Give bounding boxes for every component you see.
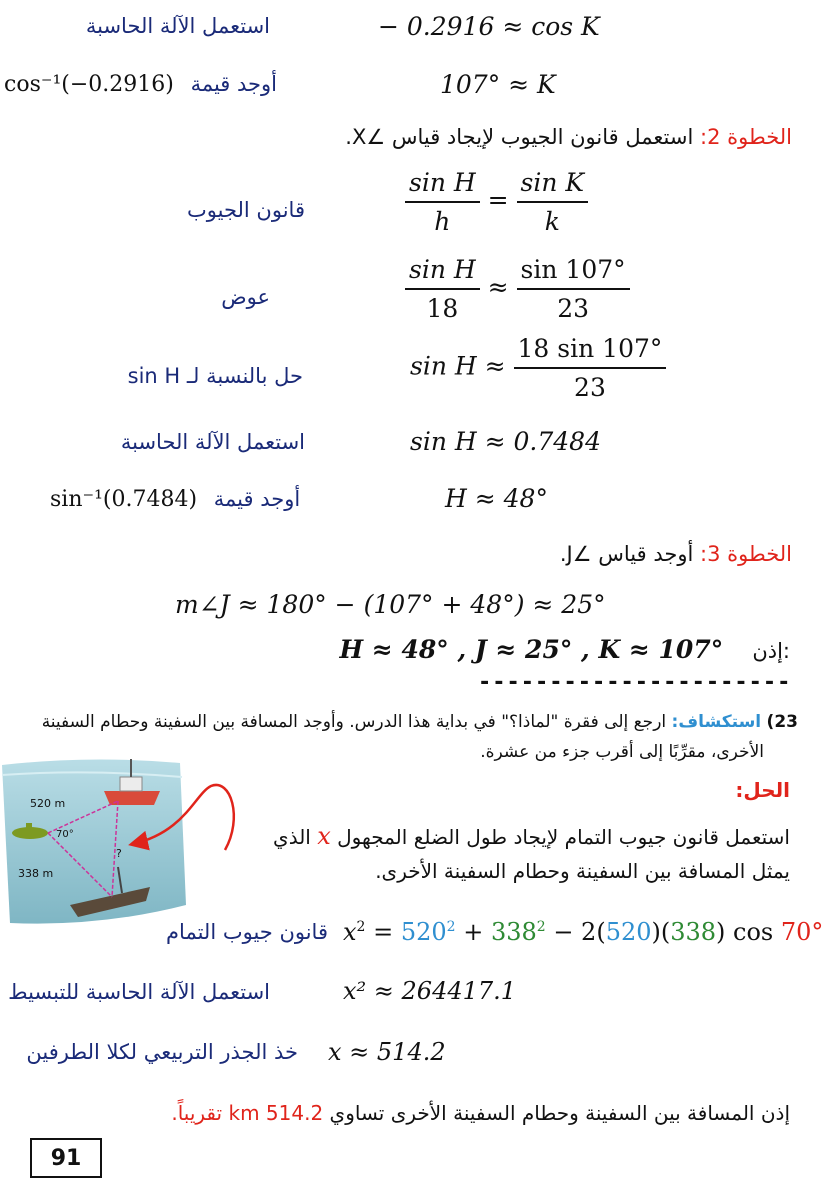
conclusion-values: H ≈ 48° , J ≈ 25° , K ≈ 107°	[339, 635, 724, 664]
inverse-sin-expr: sin⁻¹(0.7484)	[50, 487, 198, 512]
hint-find-value-2: sin⁻¹(0.7484) أوجد قيمة	[50, 487, 301, 512]
unknown-variable: x	[317, 822, 331, 850]
figure-label-520: 520 m	[30, 797, 66, 810]
figure-label-338: 338 m	[18, 867, 54, 880]
exercise-line-2: الأخرى، مقرِّبًا إلى أقرب جزء من عشرة.	[480, 742, 764, 762]
hint-find-value: cos⁻¹(−0.2916) أوجد قيمة	[4, 72, 277, 97]
equation-cos-k: − 0.2916 ≈ cos K	[378, 12, 600, 41]
step-3-heading	[560, 542, 792, 566]
hint-square-root: خذ الجذر التربيعي لكلا الطرفين	[26, 1040, 298, 1064]
hint-law-of-sines: قانون الجيوب	[187, 198, 305, 222]
hint-law-of-cosines: قانون جيوب التمام	[166, 920, 328, 944]
equation-angle-sum: m∠J ≈ 180° − (107° + 48°) ≈ 25°	[175, 590, 606, 619]
conclusion-label: إذن:	[752, 639, 790, 663]
exercise-line-1: 23) استكشاف: ارجع إلى فقرة "لماذا؟" في بداية هذا الدرس. وأوجد المسافة بين السفينة وحطام السفينة	[41, 712, 798, 732]
equation-law-of-cosines: $x^2 = 520^2 + 338^2 - 2(520)(338)$ cos 70°	[343, 918, 823, 946]
final-answer-value: 514.2 km تقريباً.	[171, 1101, 324, 1125]
equation-solve-sin-h: sin H ≈ $\frac{18 \sin 107^\circ}{23}$	[410, 334, 666, 402]
step-2-heading	[345, 125, 792, 149]
hint-substitute: عوض	[221, 285, 270, 309]
explanation-line-1: استعمل قانون جيوب التمام لإيجاد طول الضلع المجهول x الذي	[273, 822, 790, 850]
hint-solve-for-sin-h: حل بالنسبة لـ sin H	[127, 364, 303, 388]
step-3-label: الخطوة 3:	[700, 542, 792, 566]
figure-label-angle: 70°	[56, 829, 74, 840]
equation-h-value: H ≈ 48°	[445, 484, 548, 513]
equation-k-value: 107° ≈ K	[440, 70, 556, 99]
inverse-cos-expr: cos⁻¹(−0.2916)	[4, 72, 174, 97]
equation-substitute: $\frac{\text{sin H}}{18}$ ≈ $\frac{\sin 107^\circ}{23}$	[405, 255, 630, 323]
final-answer: إذن المسافة بين السفينة وحطام السفينة الأخرى تساوي 514.2 km تقريباً.	[171, 1101, 790, 1125]
page-number: 91	[30, 1138, 102, 1178]
equation-x-squared: x² ≈ 264417.1	[343, 977, 517, 1005]
equation-x-value: x ≈ 514.2	[328, 1038, 446, 1066]
solution-label: الحل:	[735, 778, 790, 802]
step-2-label: الخطوة 2:	[700, 125, 792, 149]
equation-sin-h-value: sin H ≈ 0.7484	[410, 427, 601, 456]
explanation-line-2: يمثل المسافة بين السفينة وحطام السفينة الأخرى.	[375, 859, 790, 883]
red-arrow	[125, 760, 245, 880]
figure-label-unknown: ?	[116, 847, 122, 860]
step-3-text: أوجد قياس ∠J.	[559, 542, 694, 566]
hint-simplify: استعمل الآلة الحاسبة للتبسيط	[8, 980, 270, 1004]
exercise-number: 23)	[766, 712, 798, 732]
hint-use-calculator: استعمل الآلة الحاسبة	[85, 14, 270, 38]
exercise-keyword: استكشاف:	[671, 712, 762, 732]
separator-line: ----------------------	[478, 670, 792, 695]
hint-use-calculator-2: استعمل الآلة الحاسبة	[120, 430, 305, 454]
equation-law-of-sines: $\frac{\text{sin H}}{h}$ = $\frac{\text{sin K}}{k}$	[405, 168, 588, 236]
step-2-text: استعمل قانون الجيوب لإيجاد قياس ∠X.	[345, 125, 694, 149]
conclusion	[339, 635, 790, 664]
